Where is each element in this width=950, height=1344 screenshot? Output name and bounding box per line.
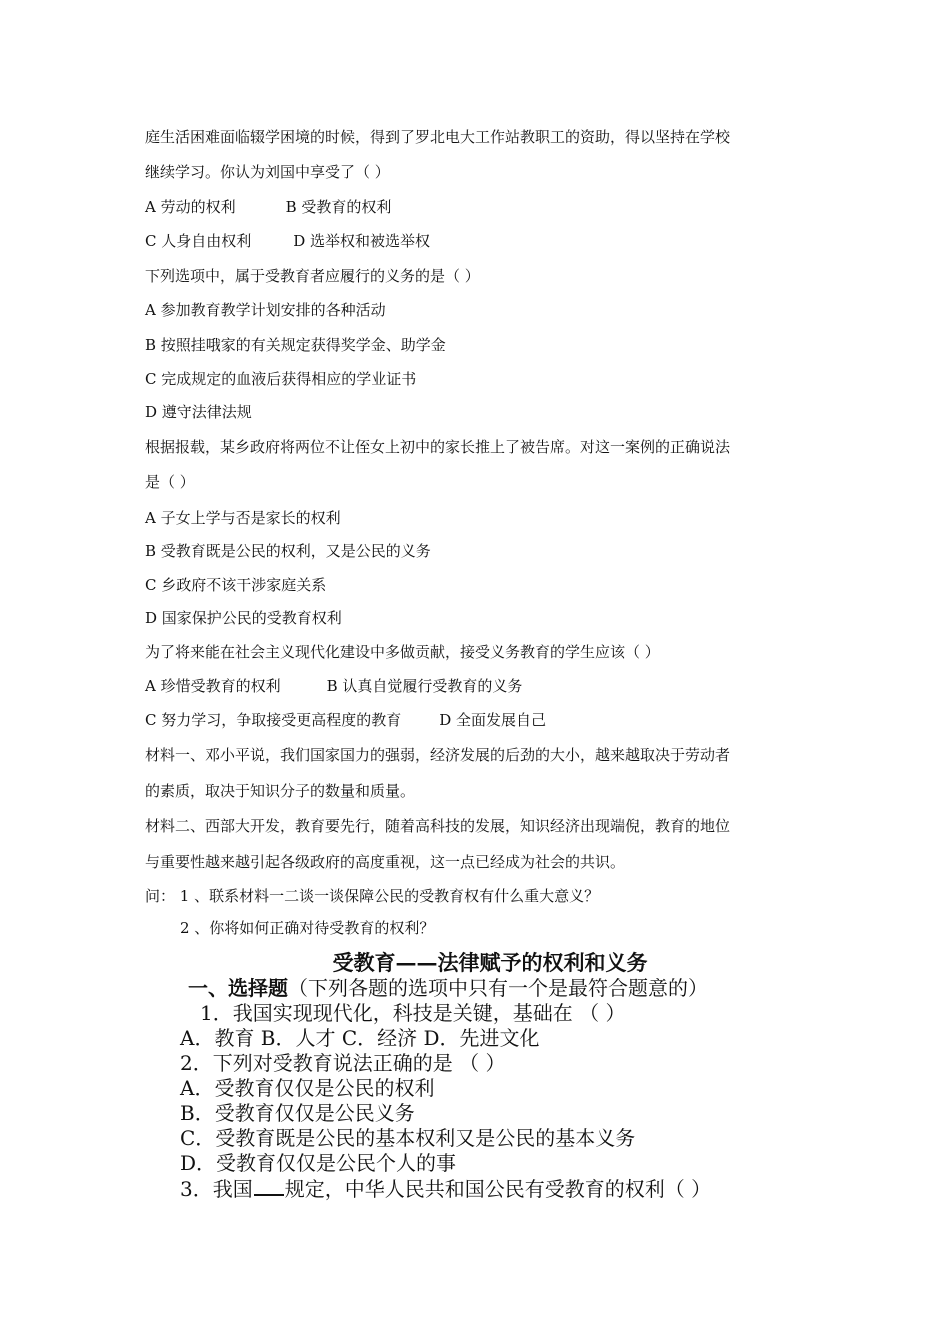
material-line: 材料二、西部大开发，教育要先行，随着高科技的发展，知识经济出现端倪，教育的地位 bbox=[145, 817, 731, 835]
option-d: D 选举权和被选举权 bbox=[293, 232, 431, 250]
material-line: 的素质，取决于知识分子的数量和质量。 bbox=[145, 782, 416, 800]
option-b: B 受教育的权利 bbox=[285, 198, 392, 216]
question-3-suffix: 规定，中华人民共和国公民有受教育的权利（ ） bbox=[284, 1177, 712, 1201]
question-2: 2．下列对受教育说法正确的是 （ ） bbox=[180, 1051, 506, 1075]
option-row bbox=[145, 676, 522, 696]
question-1: 1．我国实现现代化，科技是关键，基础在 （ ） bbox=[200, 1001, 626, 1025]
paragraph-line: 庭生活困难面临辍学困境的时候，得到了罗北电大工作站教职工的资助，得以坚持在学校 bbox=[145, 128, 731, 146]
option-a: A 珍惜受教育的权利 bbox=[145, 677, 281, 695]
question-line: 问： 1 、联系材料一二谈一谈保障公民的受教育权有什么重大意义？ bbox=[145, 887, 600, 905]
question-3 bbox=[180, 1176, 711, 1202]
option-line: A 子女上学与否是家长的权利 bbox=[145, 509, 341, 527]
question-line: 2 、你将如何正确对待受教育的权利？ bbox=[180, 919, 435, 937]
question-line: 为了将来能在社会主义现代化建设中多做贡献，接受义务教育的学生应该（ ） bbox=[145, 643, 660, 661]
question-line: 是（ ） bbox=[145, 473, 195, 491]
question-2-option-d: D．受教育仅仅是公民个人的事 bbox=[180, 1151, 457, 1175]
question-2-option-b: B．受教育仅仅是公民义务 bbox=[180, 1101, 415, 1125]
fill-in-blank bbox=[254, 1176, 284, 1196]
section-note: （下列各题的选项中只有一个是最符合题意的） bbox=[288, 976, 708, 1000]
section-heading: 一、选择题 bbox=[188, 976, 288, 1000]
option-line: C 完成规定的血液后获得相应的学业证书 bbox=[145, 370, 417, 388]
section-heading-row bbox=[188, 976, 708, 1001]
option-line: D 国家保护公民的受教育权利 bbox=[145, 609, 342, 627]
option-b: B 认真自觉履行受教育的义务 bbox=[326, 677, 523, 695]
material-line: 材料一、邓小平说，我们国家国力的强弱，经济发展的后劲的大小，越来越取决于劳动者 bbox=[145, 746, 731, 764]
option-c: C 人身自由权利 bbox=[145, 232, 252, 250]
question-2-option-a: A．受教育仅仅是公民的权利 bbox=[180, 1076, 435, 1100]
option-line: A 参加教育教学计划安排的各种活动 bbox=[145, 301, 386, 319]
option-row bbox=[145, 197, 391, 217]
option-line: B 受教育既是公民的权利，又是公民的义务 bbox=[145, 542, 431, 560]
question-1-options: A．教育 B．人才 C．经济 D．先进文化 bbox=[180, 1026, 540, 1050]
option-a: A 劳动的权利 bbox=[145, 198, 236, 216]
material-line: 与重要性越来越引起各级政府的高度重视，这一点已经成为社会的共识。 bbox=[145, 853, 626, 871]
paragraph-line: 继续学习。你认为刘国中享受了（ ） bbox=[145, 163, 390, 181]
option-row bbox=[145, 710, 546, 730]
question-line: 下列选项中，属于受教育者应履行的义务的是（ ） bbox=[145, 267, 480, 285]
option-line: D 遵守法律法规 bbox=[145, 403, 252, 421]
question-2-option-c: C．受教育既是公民的基本权利又是公民的基本义务 bbox=[180, 1126, 636, 1150]
option-line: C 乡政府不该干涉家庭关系 bbox=[145, 576, 327, 594]
option-d: D 全面发展自己 bbox=[439, 711, 547, 729]
option-row bbox=[145, 231, 430, 251]
option-line: B 按照挂哦家的有关规定获得奖学金、助学金 bbox=[145, 336, 446, 354]
section-title: 受教育——法律赋予的权利和义务 bbox=[332, 950, 648, 975]
question-line: 根据报载，某乡政府将两位不让侄女上初中的家长推上了被告席。对这一案例的正确说法 bbox=[145, 438, 731, 456]
question-3-prefix: 3．我国 bbox=[180, 1177, 253, 1201]
option-c: C 努力学习，争取接受更高程度的教育 bbox=[145, 711, 402, 729]
